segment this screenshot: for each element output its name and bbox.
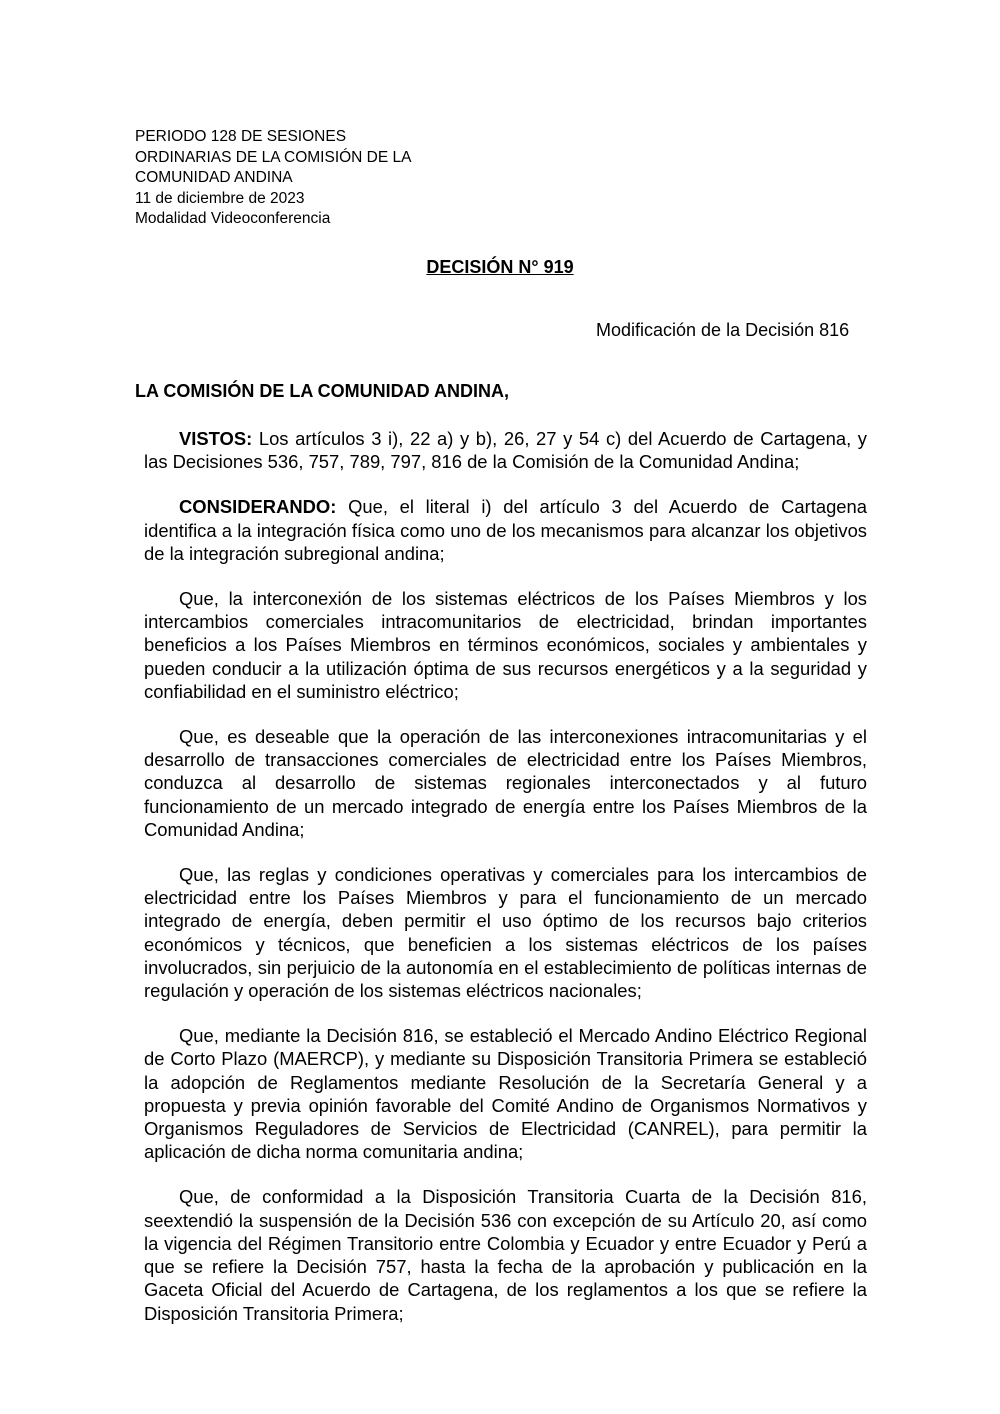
header-date: 11 de diciembre de 2023 bbox=[135, 189, 305, 207]
decision-title: DECISIÓN N° 919 bbox=[426, 257, 574, 277]
session-header bbox=[135, 127, 411, 230]
paragraph bbox=[144, 863, 867, 1002]
paragraph bbox=[144, 587, 867, 703]
paragraph-vistos bbox=[144, 427, 867, 473]
paragraph bbox=[144, 1185, 867, 1324]
decision-subject: Modificación de la Decisión 816 bbox=[596, 320, 850, 340]
paragraph-text: Que, la interconexión de los sistemas eléctricos de los Países Miembros y los intercambios comerciales intracomunitarios de electricidad, brindan importantes beneficios a los Países Miembros en términos económicos, sociales y ambientales y pueden conducir a la utilización óptima de sus recursos energéticos y a la seguridad y confiabilidad en el suministro eléctrico; bbox=[144, 588, 867, 702]
document-body bbox=[144, 427, 867, 1347]
paragraph-lead: CONSIDERANDO: bbox=[179, 496, 337, 518]
paragraph bbox=[144, 725, 867, 841]
paragraph-lead: VISTOS: bbox=[179, 428, 253, 449]
paragraph-considerando bbox=[144, 495, 867, 565]
paragraph-text: Que, mediante la Decisión 816, se estableció el Mercado Andino Eléctrico Regional de Corto Plazo (MAERCP), y mediante su Disposición Transitoria Primera se estableció la adopción de Reglamentos mediante Resolución de la Secretaría General y a propuesta y previa opinión favorable del Comité Andino de Organismos Normativos y Organismos Reguladores de Servicios de Electricidad (CANREL), para permitir la aplicación de dicha norma comunitaria andina; bbox=[144, 1025, 867, 1163]
paragraph-text: Que, las reglas y condiciones operativas y comerciales para los intercambios de electricidad entre los Países Miembros y para el funcionamiento de un mercado integrado de energía, deben permitir el uso óptimo de los recursos bajo criterios económicos y técnicos, que beneficien a los sistemas eléctricos de los países involucrados, sin perjuicio de la autonomía en el establecimiento de políticas internas de regulación y operación de los sistemas eléctricos nacionales; bbox=[144, 864, 867, 1002]
commission-heading: LA COMISIÓN DE LA COMUNIDAD ANDINA, bbox=[135, 381, 509, 401]
paragraph bbox=[144, 1024, 867, 1163]
header-line: COMUNIDAD ANDINA bbox=[135, 169, 293, 186]
paragraph-text: Los artículos 3 i), 22 a) y b), 26, 27 y 54 c) del Acuerdo de Cartagena, y las Decisiones 536, 757, 789, 797, 816 de la Comisión de la Comunidad Andina; bbox=[144, 428, 867, 473]
paragraph-text: Que, el literal i) del artículo 3 del Acuerdo de Cartagena identifica a la integración física como uno de los mecanismos para alcanzar los objetivos de la integración subregional andina; bbox=[144, 496, 867, 564]
paragraph-text: Que, es deseable que la operación de las interconexiones intracomunitarias y el desarrollo de transacciones comerciales de electricidad entre los Países Miembros, conduzca al desarrollo de sistemas regionales interconectados y al futuro funcionamiento de un mercado integrado de energía entre los Países Miembros de la Comunidad Andina; bbox=[144, 726, 867, 840]
paragraph-text: Que, de conformidad a la Disposición Transitoria Cuarta de la Decisión 816, seextendió la suspensión de la Decisión 536 con excepción de su Artículo 20, así como la vigencia del Régimen Transitorio entre Colombia y Ecuador y entre Ecuador y Perú a que se refiere la Decisión 757, hasta la fecha de la aprobación y publicación en la Gaceta Oficial del Acuerdo de Cartagena, de los reglamentos a los que se refiere la Disposición Transitoria Primera; bbox=[144, 1186, 867, 1324]
header-line: PERIODO 128 DE SESIONES bbox=[135, 128, 347, 145]
header-modality: Modalidad Videoconferencia bbox=[135, 210, 331, 227]
header-line: ORDINARIAS DE LA COMISIÓN DE LA bbox=[135, 148, 412, 166]
